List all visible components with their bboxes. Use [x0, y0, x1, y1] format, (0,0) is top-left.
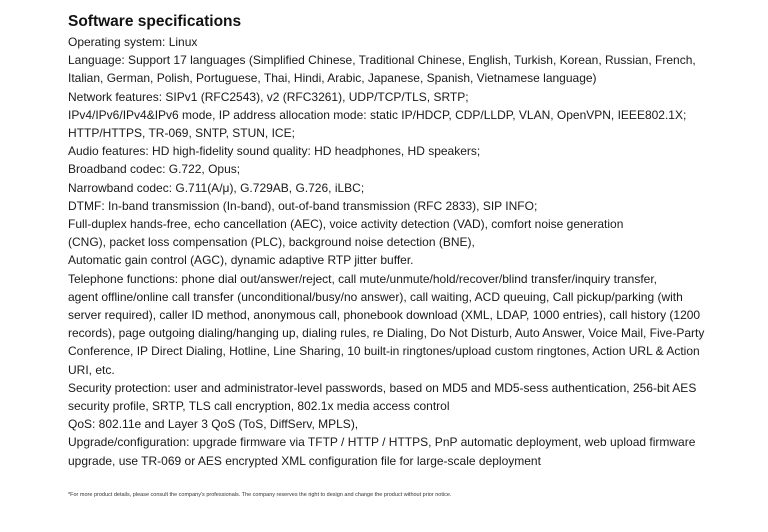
spec-line-network-features: Network features: SIPv1 (RFC2543), v2 (RFC3261), UDP/TCP/TLS, SRTP; — [68, 89, 469, 104]
spec-line-security-cont: security profile, SRTP, TLS call encryption, 802.1x media access control — [68, 399, 450, 414]
spec-line-telephone-functions-6: URI, etc. — [68, 362, 115, 377]
spec-line-audio-features: Audio features: HD high-fidelity sound quality: HD headphones, HD speakers; — [68, 144, 481, 159]
spec-line-narrowband-codec: Narrowband codec: G.711(A/μ), G.729AB, G.726, iLBC; — [68, 180, 365, 195]
spec-line-security: Security protection: user and administrator-level passwords, based on MD5 and MD5-sess authentication, 256-bit AES — [68, 380, 697, 395]
spec-line-telephone-functions-2: agent offline/online call transfer (unconditional/busy/no answer), call waiting, ACD queuing, Call pickup/parking (with — [68, 289, 683, 304]
footnote: *For more product details, please consult the company's professionals. The company reserves the right to design and change the product without prior notice. — [68, 492, 452, 498]
spec-line-telephone-functions-4: records), page outgoing dialing/hanging up, dialing rules, re Dialing, Do Not Disturb, Auto Answer, Voice Mail, Five-Party — [68, 326, 705, 341]
spec-line-protocols: HTTP/HTTPS, TR-069, SNTP, STUN, ICE; — [68, 126, 295, 141]
spec-line-qos: QoS: 802.11e and Layer 3 QoS (ToS, DiffServ, MPLS), — [68, 417, 359, 432]
software-specifications-section — [68, 12, 758, 470]
spec-line-operating-system: Operating system: Linux — [68, 35, 198, 49]
spec-line-telephone-functions: Telephone functions: phone dial out/answer/reject, call mute/unmute/hold/recover/blind transfer/inquiry transfer, — [68, 271, 657, 286]
spec-line-dtmf: DTMF: In-band transmission (In-band), out-of-band transmission (RFC 2833), SIP INFO; — [68, 198, 538, 213]
spec-line-agc: Automatic gain control (AGC), dynamic adaptive RTP jitter buffer. — [68, 253, 414, 268]
spec-line-ip-mode: IPv4/IPv6/IPv4&IPv6 mode, IP address allocation mode: static IP/HDCP, CDP/LLDP, VLAN, OpenVPN, IEEE802.1X; — [68, 107, 687, 122]
spec-line-language: Language: Support 17 languages (Simplified Chinese, Traditional Chinese, English, Turkish, Korean, Russian, French, — [68, 53, 696, 68]
spec-line-broadband-codec: Broadband codec: G.722, Opus; — [68, 162, 241, 177]
spec-line-full-duplex-cont: (CNG), packet loss compensation (PLC), background noise detection (BNE), — [68, 235, 475, 250]
spec-line-telephone-functions-3: server required), caller ID method, anonymous call, phonebook download (XML, LDAP, 1000 entries), call history (1200 — [68, 308, 701, 323]
spec-line-upgrade: Upgrade/configuration: upgrade firmware via TFTP / HTTP / HTTPS, PnP automatic deployment, web upload firmware — [68, 435, 696, 450]
spec-line-full-duplex: Full-duplex hands-free, echo cancellation (AEC), voice activity detection (VAD), comfort noise generation — [68, 217, 624, 232]
spec-line-telephone-functions-5: Conference, IP Direct Dialing, Hotline, Line Sharing, 10 built-in ringtones/upload custom ringtones, Action URL & Action — [68, 344, 700, 359]
spec-list — [68, 33, 758, 470]
spec-line-language-cont: Italian, German, Polish, Portuguese, Thai, Hindi, Arabic, Japanese, Spanish, Vietnamese language) — [68, 71, 597, 86]
spec-line-upgrade-cont: upgrade, use TR-069 or AES encrypted XML configuration file for large-scale deployment — [68, 453, 541, 468]
section-title: Software specifications — [68, 13, 242, 30]
